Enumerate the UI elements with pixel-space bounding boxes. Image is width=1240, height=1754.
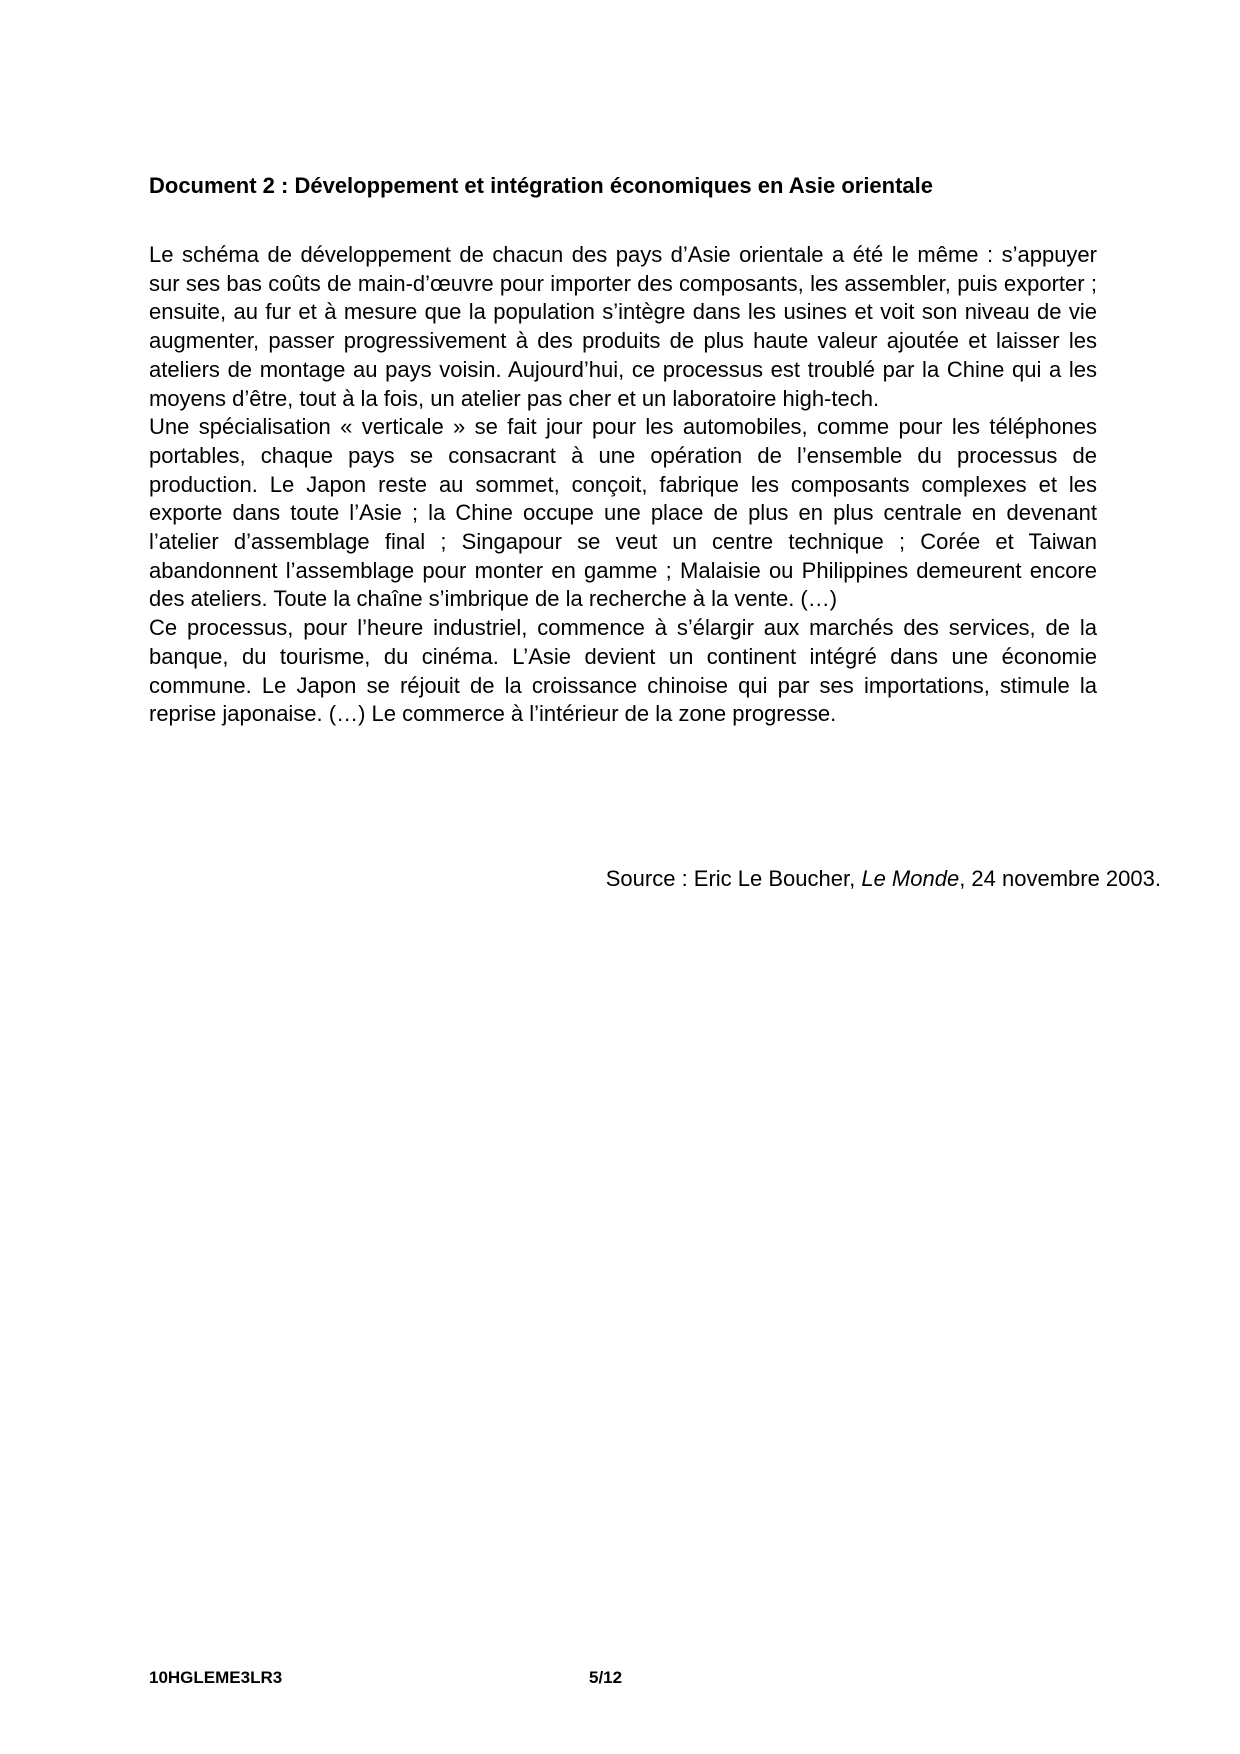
paragraph-2: Une spécialisation « verticale » se fait jour pour les automobiles, comme pour les téléphones portables, chaque pays se consacrant à une opération de l’ensemble du processus de production. Le Japon reste au sommet, conçoit, fabrique les composants complexes et les exporte dans toute l’Asie ; la Chine occupe une place de plus en plus centrale en devenant l’atelier d’assemblage final ; Singapour se veut un centre technique ; Corée et Taiwan abandonnent l’assemblage pour monter en gamme ; Malaisie ou Philippines demeurent encore des ateliers. Toute la chaîne s’imbrique de la recherche à la vente. (…)	[149, 414, 1097, 612]
document-body	[149, 241, 1097, 729]
source-citation	[606, 865, 1161, 893]
source-publication: Le Monde	[861, 866, 960, 891]
footer-page-number: 5/12	[589, 1668, 623, 1687]
document-title: Document 2 : Développement et intégration économiques en Asie orientale	[149, 173, 934, 198]
footer-exam-code: 10HGLEME3LR3	[149, 1668, 283, 1687]
source-suffix: , 24 novembre 2003.	[959, 866, 1161, 891]
source-prefix: Source : Eric Le Boucher,	[605, 866, 862, 891]
paragraph-1: Le schéma de développement de chacun des pays d’Asie orientale a été le même : s’appuyer sur ses bas coûts de main-d’œuvre pour importer des composants, les assembler, puis exporter ; ensuite, au fur et à mesure que la population s’intègre dans les usines et voit son niveau de vie augmenter, passer progressivement à des produits de plus haute valeur ajoutée et laisser les ateliers de montage au pays voisin. Aujourd’hui, ce processus est troublé par la Chine qui a les moyens d’être, tout à la fois, un atelier pas cher et un laboratoire high-tech.	[149, 242, 1097, 411]
paragraph-3: Ce processus, pour l’heure industriel, commence à s’élargir aux marchés des services, de la banque, du tourisme, du cinéma. L’Asie devient un continent intégré dans une économie commune. Le Japon se réjouit de la croissance chinoise qui par ses importations, stimule la reprise japonaise. (…) Le commerce à l’intérieur de la zone progresse.	[149, 615, 1097, 727]
